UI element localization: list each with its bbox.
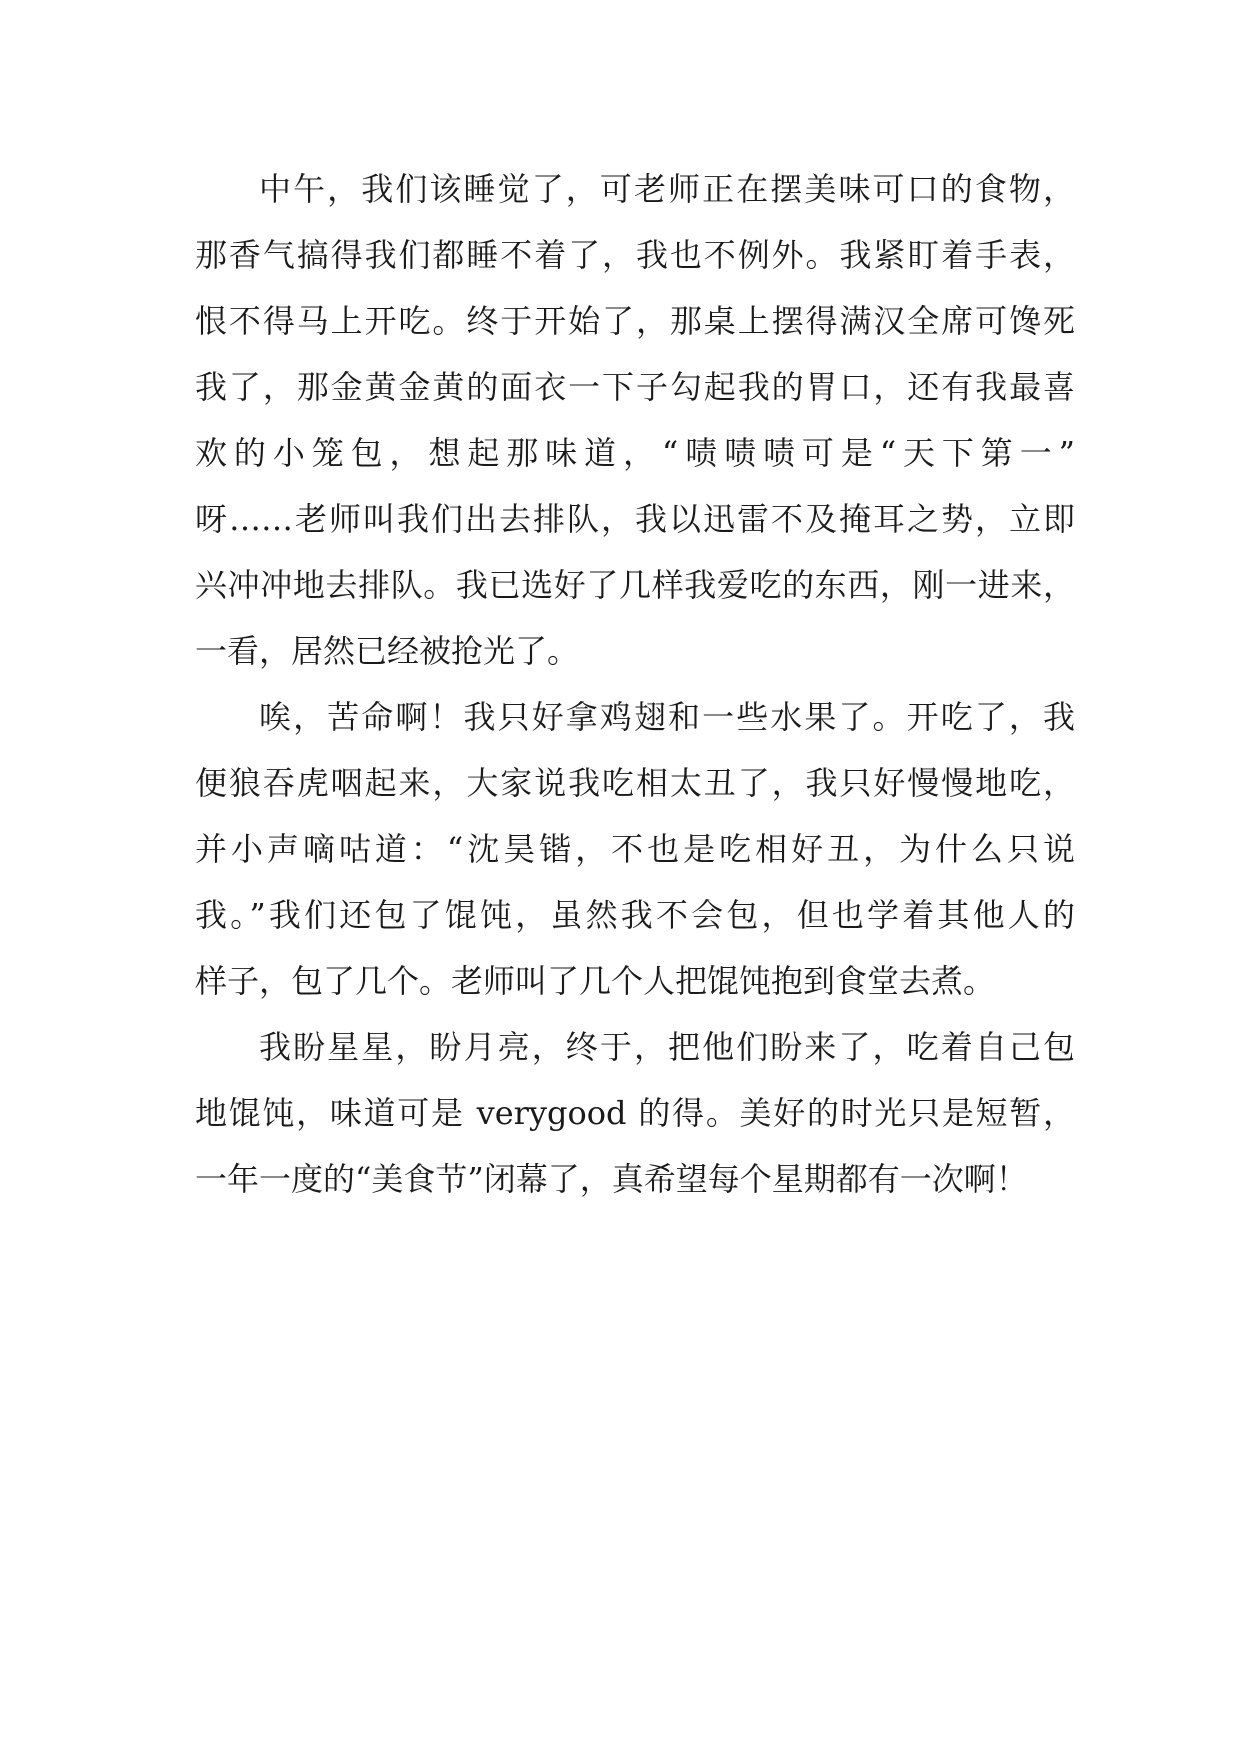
text-line: 我了，那金黄金黄的面衣一下子勾起我的胃口，还有我最喜 (195, 368, 1075, 406)
text-line: 样子，包了几个。老师叫了几个人把馄饨抱到食堂去煮。 (195, 962, 996, 1000)
text-line: 欢的小笼包，想起那味道，“啧啧啧可是“天下第一” (195, 434, 1075, 472)
text-line: 兴冲冲地去排队。我已选好了几样我爱吃的东西，刚一进来， (195, 566, 1075, 604)
text-line: 唉，苦命啊！我只好拿鸡翅和一些水果了。开吃了，我 (259, 698, 1075, 736)
text-line: 那香气搞得我们都睡不着了，我也不例外。我紧盯着手表， (195, 236, 1075, 274)
paragraph-3 (195, 1014, 1075, 1212)
text-line: 恨不得马上开吃。终于开始了，那桌上摆得满汉全席可馋死 (195, 302, 1075, 340)
paragraph-1 (195, 156, 1075, 684)
essay-body (195, 156, 1075, 1212)
text-line: 便狼吞虎咽起来，大家说我吃相太丑了，我只好慢慢地吃， (195, 764, 1075, 802)
text-line: 一看，居然已经被抢光了。 (195, 632, 580, 670)
text-line: 我。”我们还包了馄饨，虽然我不会包，但也学着其他人的 (195, 896, 1075, 934)
text-line: 地馄饨，味道可是 verygood 的得。美好的时光只是短暂， (195, 1094, 1075, 1132)
text-line: 中午，我们该睡觉了，可老师正在摆美味可口的食物， (259, 170, 1075, 208)
text-line: 呀……老师叫我们出去排队，我以迅雷不及掩耳之势，立即 (195, 500, 1075, 538)
text-line: 我盼星星，盼月亮，终于，把他们盼来了，吃着自己包 (259, 1028, 1075, 1066)
text-line: 并小声嘀咕道：“沈昊锴，不也是吃相好丑，为什么只说 (195, 830, 1075, 868)
text-line: 一年一度的“美食节”闭幕了，真希望每个星期都有一次啊！ (195, 1160, 1028, 1198)
paragraph-2 (195, 684, 1075, 1014)
